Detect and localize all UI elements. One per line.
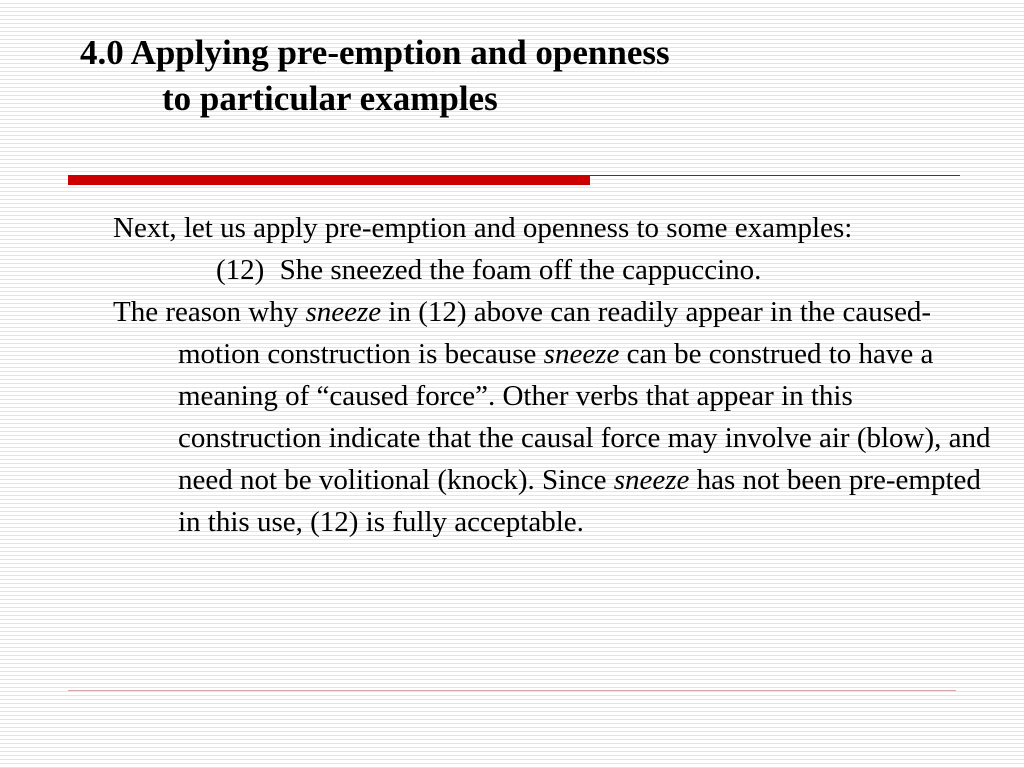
title-underline-thin xyxy=(590,175,960,176)
title-underline-accent xyxy=(68,175,590,185)
footer-divider xyxy=(68,690,956,691)
explanation-text-4: has not been pre-empted in this use, (12) is fully acceptable. xyxy=(178,464,981,538)
emphasis-sneeze-3: sneeze xyxy=(613,464,690,496)
example-text: She sneezed the foam off the cappuccino. xyxy=(279,254,762,286)
paragraph-intro: Next, let us apply pre-emption and openness to some examples: xyxy=(113,212,853,244)
example-sentence xyxy=(113,249,993,291)
example-number: (12) xyxy=(216,254,265,286)
slide-body xyxy=(113,207,993,543)
explanation-text-1: The reason why xyxy=(113,296,306,328)
paragraph-explanation xyxy=(113,291,993,543)
explanation-text-3: can be construed to have a meaning of “caused force”. Other verbs that appear in this construction indicate that the causal force may involve air (blow), and need not be volitional (knock). Since xyxy=(178,338,991,496)
explanation-text-2: in (12) above can readily appear in the caused-motion construction is because xyxy=(178,296,932,370)
title-line-2: to particular examples xyxy=(162,79,498,118)
title-line-1: 4.0 Applying pre-emption and openness xyxy=(80,33,670,72)
emphasis-sneeze-2: sneeze xyxy=(543,338,620,370)
slide-title xyxy=(80,30,670,122)
emphasis-sneeze-1: sneeze xyxy=(305,296,382,328)
